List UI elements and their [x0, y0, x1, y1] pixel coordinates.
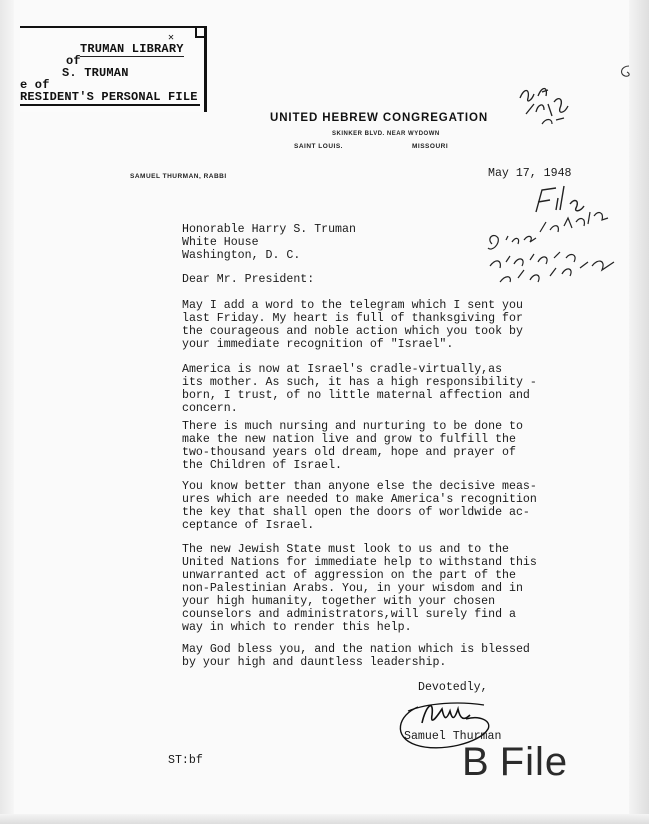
paragraph-6 [182, 643, 530, 669]
paragraph-3 [182, 420, 523, 472]
paragraph-line: concern. [182, 402, 238, 415]
paragraph-line: ceptance of Israel. [182, 519, 315, 532]
typist-initials: ST:bf [168, 754, 203, 767]
paragraph-line: the Children of Israel. [182, 459, 343, 472]
handwritten-file-note [480, 182, 630, 292]
paragraph-line: the courageous and noble action which you took by [182, 325, 523, 338]
paragraph-line: your high humanity, together with your chosen [182, 595, 496, 608]
stamp-corner [195, 26, 207, 38]
page-bottom-edge [0, 814, 649, 824]
salutation: Dear Mr. President: [182, 273, 315, 286]
paragraph-1 [182, 299, 523, 351]
signer-name: Samuel Thurman [404, 730, 502, 743]
stamp-tick-mark: ✕ [168, 33, 175, 44]
paragraph-line: May I add a word to the telegram which I sent you [182, 299, 523, 312]
paragraph-line: two-thousand years old dream, hope and prayer of [182, 446, 516, 459]
library-stamp [20, 26, 207, 112]
paragraph-line: its mother. As such, it has a high responsibility - [182, 376, 537, 389]
handwritten-notation-top [512, 74, 582, 130]
stamp-line-5: RESIDENT'S PERSONAL FILE [20, 90, 198, 104]
stamp-line-2: of [66, 54, 81, 68]
paragraph-line: make the new nation live and grow to fulfill the [182, 433, 516, 446]
closing: Devotedly, [418, 681, 488, 694]
paragraph-line: counselors and administrators,will surely find a [182, 608, 516, 621]
paragraph-line: unwarranted act of aggression on the part of the [182, 569, 516, 582]
recipient-line: Honorable Harry S. Truman [182, 223, 356, 236]
paragraph-line: May God bless you, and the nation which is blessed [182, 643, 530, 656]
page-left-edge [0, 0, 14, 824]
letter-date: May 17, 1948 [488, 167, 572, 180]
stamp-line-1: TRUMAN LIBRARY [80, 42, 184, 56]
paragraph-line: your immediate recognition of "Israel". [182, 338, 454, 351]
paragraph-line: ures which are needed to make America's recognition [182, 493, 537, 506]
letterhead-state: MISSOURI [412, 143, 449, 150]
corner-pencil-mark [615, 62, 635, 82]
letterhead-rabbi: SAMUEL THURMAN, RABBI [130, 173, 227, 180]
stamp-line-4: e of [20, 78, 50, 92]
recipient-block [182, 223, 356, 262]
paragraph-line: way in which to render this help. [182, 621, 412, 634]
paragraph-line: There is much nursing and nurturing to be done to [182, 420, 523, 433]
page-right-edge [629, 0, 649, 824]
letterhead-address: SKINKER BLVD. NEAR WYDOWN [332, 131, 440, 137]
paragraph-line: born, I trust, of no little maternal affection and [182, 389, 530, 402]
letterhead-name: UNITED HEBREW CONGREGATION [270, 112, 489, 124]
stamp-line-3: S. TRUMAN [62, 66, 129, 80]
paragraph-line: last Friday. My heart is full of thanksgiving for [182, 312, 523, 325]
stamp-rule [20, 104, 200, 106]
b-file-stamp [462, 740, 568, 784]
paragraph-line: The new Jewish State must look to us and to the [182, 543, 509, 556]
paragraph-line: You know better than anyone else the decisive meas- [182, 480, 537, 493]
paragraph-line: by your high and dauntless leadership. [182, 656, 447, 669]
paragraph-line: non-Palestinian Arabs. You, in your wisdom and in [182, 582, 523, 595]
paragraph-2 [182, 363, 537, 415]
paragraph-line: the key that shall open the doors of worldwide ac- [182, 506, 530, 519]
paragraph-line: America is now at Israel's cradle-virtually,as [182, 363, 503, 376]
letterhead-city: SAINT LOUIS. [294, 143, 343, 150]
file-stamp-word: File [499, 740, 569, 784]
paragraph-line: United Nations for immediate help to withstand this [182, 556, 537, 569]
recipient-line: Washington, D. C. [182, 249, 301, 262]
paragraph-5 [182, 543, 537, 634]
file-stamp-letter: B [462, 740, 490, 784]
recipient-line: White House [182, 236, 259, 249]
paragraph-4 [182, 480, 537, 532]
